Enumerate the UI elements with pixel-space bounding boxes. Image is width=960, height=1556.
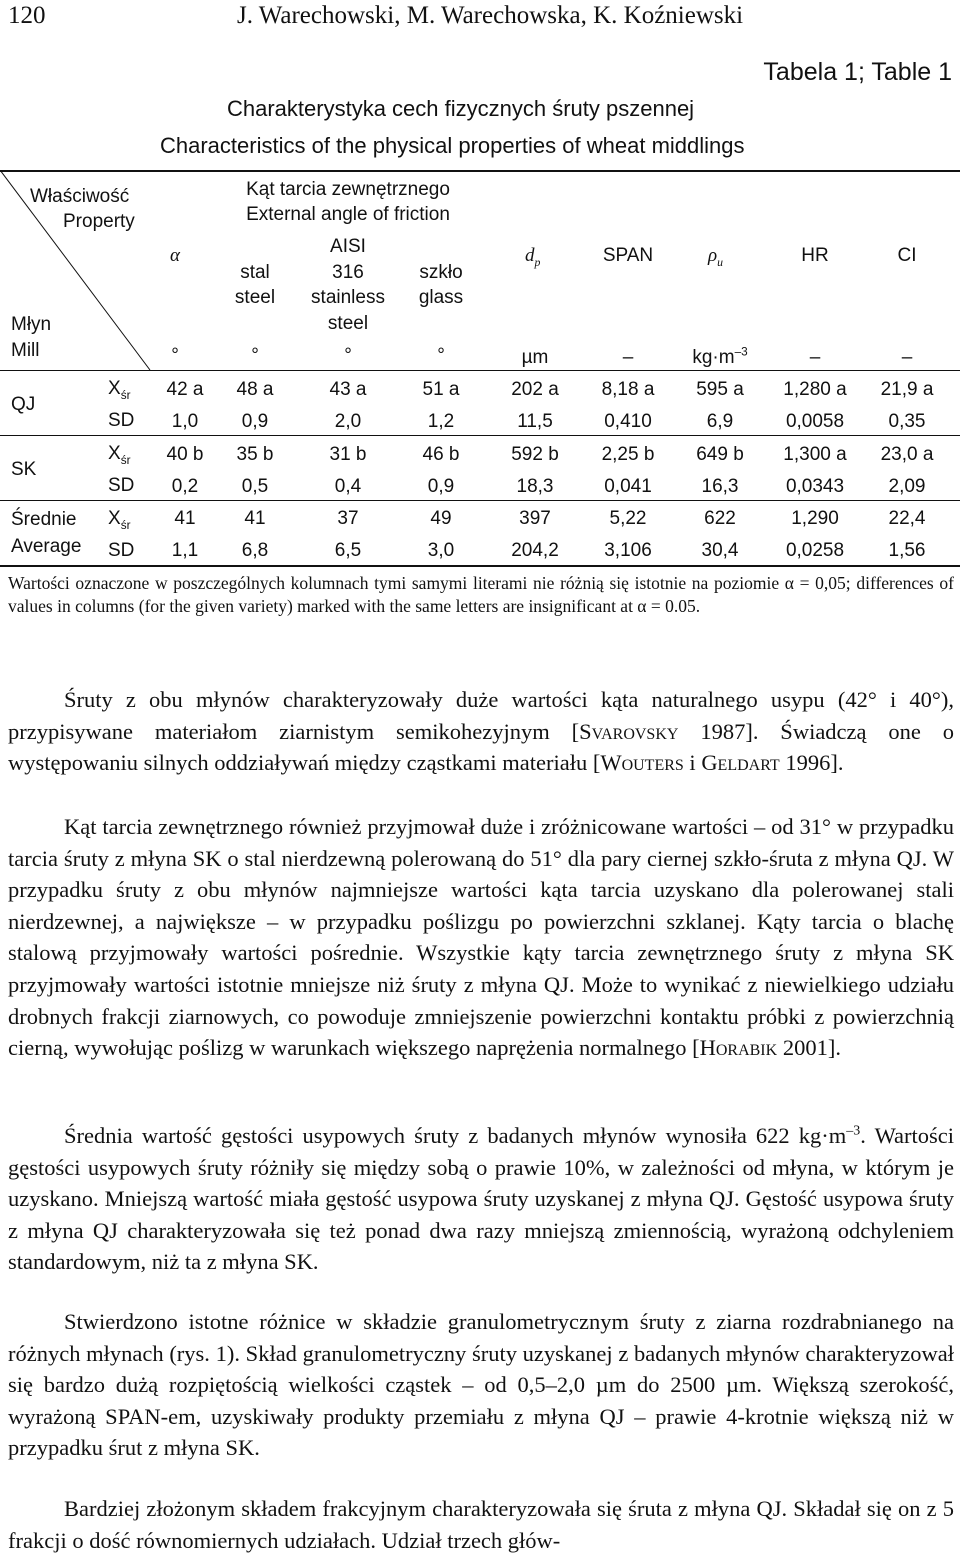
header-alpha: α — [170, 245, 180, 266]
table-cell: 1,0 — [171, 411, 199, 432]
table-cell: 8,18 a — [601, 379, 655, 400]
header-steel-pl: stal — [240, 262, 270, 283]
table-cell: 41 — [244, 508, 266, 529]
paragraph-2: Kąt tarcia zewnętrznego również przyjmował duże i zróżnicowane wartości – od 31° w przypadku tarcia śruty z młyna SK o stal nierdzewną polerowaną do 51° dla pary ciernej szkło-śruta z młyna QJ. W przypadku śruty z obu młynów najmniejsze wartości kąta tarcia uzyskano dla polerowanej stali nierdzewnej, a największe – w przypadku poślizgu po powierzchni szklanej. Kąty tarcia o blachę stalową przyjmowały wartości pośrednie. Wszystkie kąty tarcia zewnętrznego śruty z młyna SK przyjmowały wartości istotnie mniejsze niż śruty z młyna QJ. Może to wynikać z niewielkiego udziału drobnych frakcji ziarnowych, co powoduje zmniejszenie powierzchni kontaktu próbki z powierzchnią cierną, wywołując poślizg w warunkach większego naprężenia normalnego [Horabik 2001]. — [8, 814, 954, 1061]
stat-sd-label: SD — [108, 475, 135, 496]
table-cell: 16,3 — [701, 476, 739, 497]
unit-rho — [692, 347, 747, 369]
table-cell: 0,041 — [604, 476, 652, 497]
table-header-rule — [0, 370, 960, 371]
table-cell: 1,56 — [888, 540, 926, 561]
table-cell: 6,8 — [241, 540, 269, 561]
table-cell: 0,0058 — [785, 411, 845, 432]
table-cell: 30,4 — [701, 540, 739, 561]
table-cell: 40 b — [166, 444, 204, 465]
corner-mill-en: Mill — [11, 340, 40, 361]
table-cell: 22,4 — [888, 508, 926, 529]
unit-rho-exponent: –3 — [734, 345, 748, 359]
table-group-rule-2 — [0, 500, 960, 501]
table-cell: 0,9 — [427, 476, 455, 497]
table-cell: 6,5 — [334, 540, 362, 561]
table-cell: 51 a — [422, 379, 460, 400]
table-cell: 43 a — [329, 379, 367, 400]
stat-mean-label: $X_{śr}$ — [108, 378, 131, 402]
citation-svarovsky: Svarovsky — [579, 718, 679, 744]
header-rho-symbol: ρ — [708, 245, 718, 266]
table-cell: 1,2 — [427, 411, 455, 432]
stat-mean-label: $X_{śr}$ — [108, 443, 131, 467]
table-cell: 1,280 a — [783, 379, 847, 400]
header-aisi-4: steel — [327, 313, 369, 334]
table-title-pl: Charakterystyka cech fizycznych śruty pszennej — [227, 96, 695, 121]
citation-wouters: Wouters — [600, 750, 684, 776]
paragraph-4: Stwierdzono istotne różnice w składzie granulometrycznym śruty z ziarna rozdrabnianego na różnych młynach (rys. 1). Skład granulometryczny śruty uzyskanej z badanych młynów charakteryzował się bardzo dużą rozpiętością wielkości cząstek – od 0,5–2,0 µm do 2500 µm. Większą szerokość, wyrażoną SPAN-em, uzyskiwały produkty przemiału z młyna QJ – prawie 4-krotnie większą niż w przypadku śrut z młyna SK. — [8, 1309, 954, 1461]
unit-span: – — [622, 347, 634, 368]
table-cell: 2,0 — [334, 411, 362, 432]
table-bottom-rule — [0, 565, 960, 567]
mill-label-average-pl: Średnie — [11, 509, 77, 530]
table-cell: 622 — [704, 508, 736, 529]
table-cell: 3,0 — [427, 540, 455, 561]
table-cell: 6,9 — [706, 411, 734, 432]
header-hr: HR — [801, 245, 829, 266]
table-cell: 23,0 a — [880, 444, 934, 465]
unit-hr: – — [809, 347, 821, 368]
table-label: Tabela 1; Table 1 — [763, 58, 952, 86]
table-cell: 37 — [337, 508, 359, 529]
table-cell: 595 a — [696, 379, 744, 400]
header-rho — [708, 245, 723, 267]
table-footnote: Wartości oznaczone w poszczególnych kolumnach tymi samymi literami nie różnią się istotnie na poziomie α = 0,05; differences of values in columns (for the given variety) marked with the same letters are insignificant at α = 0.05. — [8, 573, 954, 616]
header-dp — [525, 245, 540, 267]
table-cell: 42 a — [166, 379, 204, 400]
table-cell: 0,410 — [604, 411, 652, 432]
table-cell: 0,0258 — [785, 540, 845, 561]
stat-mean-label: $X_{śr}$ — [108, 508, 131, 532]
table-cell: 3,106 — [604, 540, 652, 561]
unit-ci: – — [901, 347, 913, 368]
table-cell: 649 b — [696, 444, 744, 465]
table-cell: 48 a — [236, 379, 274, 400]
header-dp-symbol: d — [525, 245, 535, 266]
citation-horabik: Horabik — [699, 1035, 778, 1061]
table-cell: 204,2 — [511, 540, 559, 561]
unit-glass: ° — [437, 345, 445, 366]
running-head-authors: J. Warechowski, M. Warechowska, K. Koźniewski — [237, 2, 744, 29]
header-glass-pl: szkło — [419, 262, 463, 283]
header-steel-en: steel — [234, 287, 276, 308]
table-title-en: Characteristics of the physical properties of wheat middlings — [160, 133, 745, 158]
header-span: SPAN — [602, 245, 654, 266]
table-cell: 0,9 — [241, 411, 269, 432]
paragraph-1: Śruty z obu młynów charakteryzowały duże wartości kąta naturalnego usypu (42° i 40°), przypisywane materiałom ziarnistym semikohezyjnym [Svarovsky 1987]. Świadczą one o występowaniu silnych oddziaływań między cząstkami materiału [Wouters i Geldart 1996]. — [8, 687, 954, 776]
header-friction-en: External angle of friction — [246, 204, 450, 225]
header-friction-pl: Kąt tarcia zewnętrznego — [246, 179, 450, 200]
paragraph-5: Bardziej złożonym składem frakcyjnym charakteryzowała się śruta z młyna QJ. Składał się on z 5 frakcji o dość równomiernych udziałach. Udział trzech głów- — [8, 1496, 954, 1553]
unit-aisi: ° — [344, 345, 352, 366]
header-ci: CI — [897, 245, 917, 266]
header-dp-subscript: p — [534, 255, 541, 269]
table-cell: 592 b — [511, 444, 559, 465]
table-cell: 5,22 — [609, 508, 647, 529]
unit-dp: µm — [521, 347, 549, 368]
corner-property-pl: Właściwość — [30, 186, 130, 207]
table-group-rule-1 — [0, 435, 960, 436]
corner-property-en: Property — [63, 211, 135, 232]
table-cell: 0,2 — [171, 476, 199, 497]
table-cell: 2,25 b — [601, 444, 655, 465]
table-cell: 18,3 — [516, 476, 554, 497]
header-aisi-2: 316 — [332, 262, 364, 283]
unit-rho-base: kg·m — [692, 347, 735, 368]
table-cell: 0,4 — [334, 476, 362, 497]
paragraph-3: Średnia wartość gęstości usypowych śruty z badanych młynów wynosiła 622 $kg\cdot m^{-3}$. Wartości gęstości usypowych śruty różniły się między sobą o prawie 10%, w zależności od młyna, w którym je uzyskano. Mniejszą wartość miała gęstość usypowa śruty uzyskanej z młyna QJ. Gęstość usypowa śruty z młyna QJ charakteryzowała się też ponad dwa razy mniejszą zmiennością, wyrażoną odchyleniem standardowym, niż ta z młyna SK. — [8, 1123, 954, 1275]
table-cell: 0,35 — [888, 411, 926, 432]
table-cell: 1,1 — [171, 540, 199, 561]
table-cell: 2,09 — [888, 476, 926, 497]
header-rho-subscript: u — [717, 255, 724, 269]
header-glass-en: glass — [418, 287, 464, 308]
header-aisi-1: AISI — [330, 236, 366, 257]
table-cell: 0,5 — [241, 476, 269, 497]
unit-steel: ° — [251, 345, 259, 366]
stat-sd-label: SD — [108, 540, 135, 561]
corner-mill-pl: Młyn — [11, 314, 52, 335]
table-cell: 35 b — [236, 444, 274, 465]
table-cell: 11,5 — [517, 411, 553, 432]
stat-sd-label: SD — [108, 410, 135, 431]
table-cell: 21,9 a — [880, 379, 934, 400]
table-cell: 1,290 — [791, 508, 839, 529]
table-cell: 31 b — [329, 444, 367, 465]
citation-geldart: Geldart — [701, 750, 780, 776]
mill-label-average-en: Average — [11, 536, 82, 557]
table-cell: 49 — [430, 508, 452, 529]
table-cell: 46 b — [422, 444, 460, 465]
table-cell: 397 — [519, 508, 551, 529]
table-cell: 202 a — [511, 379, 559, 400]
table-cell: 0,0343 — [785, 476, 845, 497]
table-cell: 1,300 a — [783, 444, 847, 465]
table-cell: 41 — [174, 508, 196, 529]
unit-alpha: ° — [171, 345, 179, 366]
header-aisi-3: stainless — [311, 287, 385, 308]
page-number: 120 — [8, 2, 46, 29]
mill-label-qj: QJ — [11, 394, 36, 415]
mill-label-sk: SK — [11, 459, 37, 480]
